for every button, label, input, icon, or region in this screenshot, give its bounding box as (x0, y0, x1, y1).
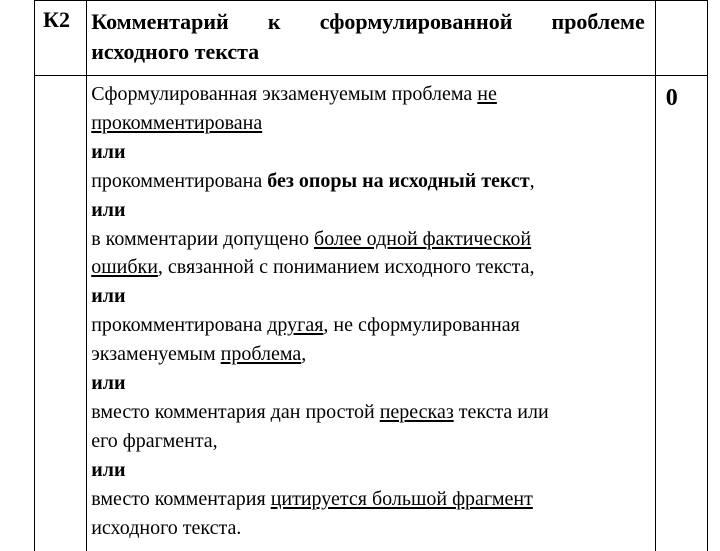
criterion-description (87, 76, 656, 551)
condition-line: прокомментирована (91, 111, 263, 134)
criterion-code: К2 (35, 1, 87, 76)
condition-line: экзаменуемым проблема, (91, 343, 307, 366)
or-connector: или (91, 285, 126, 308)
condition-line: вместо комментария цитируется большой фрагмент (91, 487, 533, 510)
empty-code-cell (35, 76, 87, 551)
condition-line: прокомментирована без опоры на исходный текст, (91, 169, 535, 192)
criterion-title: Комментарий к сформулированной проблеме исходного текста (87, 1, 656, 76)
or-connector: или (91, 198, 126, 221)
header-row (35, 1, 708, 76)
score-value: 0 (655, 76, 707, 551)
condition-line: Сформулированная экзаменуемым проблема не (91, 83, 497, 105)
condition-line: в комментарии допущено более одной фактической (91, 227, 532, 250)
condition-line: прокомментирована другая, не сформулированная (91, 314, 520, 337)
criterion-row (35, 76, 708, 551)
condition-line: исходного текста. (91, 516, 242, 539)
condition-line: его фрагмента, (91, 429, 218, 452)
or-connector: или (91, 372, 126, 395)
or-connector: или (91, 140, 126, 163)
condition-line: вместо комментария дан простой пересказ текста или (91, 400, 549, 423)
or-connector: или (91, 458, 126, 481)
condition-line: ошибки, связанной с пониманием исходного текста, (91, 256, 535, 279)
score-header (655, 1, 707, 76)
criteria-table (34, 0, 708, 551)
